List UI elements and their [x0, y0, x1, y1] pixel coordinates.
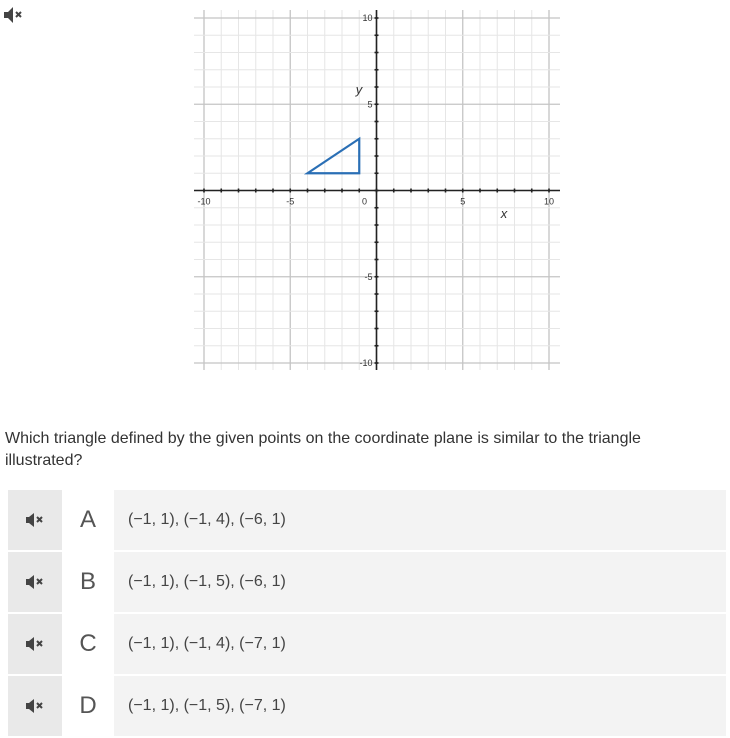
svg-text:0: 0 — [361, 196, 368, 207]
choice-letter: B — [62, 552, 114, 612]
choice-letter: A — [62, 490, 114, 550]
choice-a[interactable] — [8, 490, 726, 550]
svg-text:10: 10 — [543, 196, 555, 207]
svg-text:10: 10 — [362, 13, 373, 23]
svg-text:-10: -10 — [197, 196, 211, 207]
choice-text: (−1, 1), (−1, 4), (−6, 1) — [114, 490, 726, 550]
answer-choices — [8, 490, 726, 738]
choice-letter: C — [62, 614, 114, 674]
speaker-muted-icon[interactable] — [2, 6, 26, 24]
choice-text: (−1, 1), (−1, 4), (−7, 1) — [114, 614, 726, 674]
choice-letter: D — [62, 676, 114, 736]
svg-text:-10: -10 — [359, 358, 373, 368]
svg-text:-5: -5 — [286, 196, 295, 207]
speaker-muted-icon[interactable] — [8, 614, 62, 674]
speaker-muted-icon[interactable] — [8, 552, 62, 612]
svg-text:y: y — [355, 81, 363, 97]
svg-text:x: x — [500, 206, 508, 222]
svg-text:5: 5 — [460, 196, 466, 207]
speaker-muted-icon[interactable] — [8, 490, 62, 550]
speaker-muted-icon[interactable] — [8, 676, 62, 736]
coordinate-plane — [190, 8, 570, 378]
choice-text: (−1, 1), (−1, 5), (−6, 1) — [114, 552, 726, 612]
choice-text: (−1, 1), (−1, 5), (−7, 1) — [114, 676, 726, 736]
svg-text:-5: -5 — [364, 271, 373, 282]
svg-text:5: 5 — [367, 99, 373, 110]
choice-c[interactable] — [8, 614, 726, 674]
question-text: Which triangle defined by the given points on the coordinate plane is similar to the triangle illustrated? — [5, 430, 641, 469]
choice-b[interactable] — [8, 552, 726, 612]
choice-d[interactable] — [8, 676, 726, 736]
